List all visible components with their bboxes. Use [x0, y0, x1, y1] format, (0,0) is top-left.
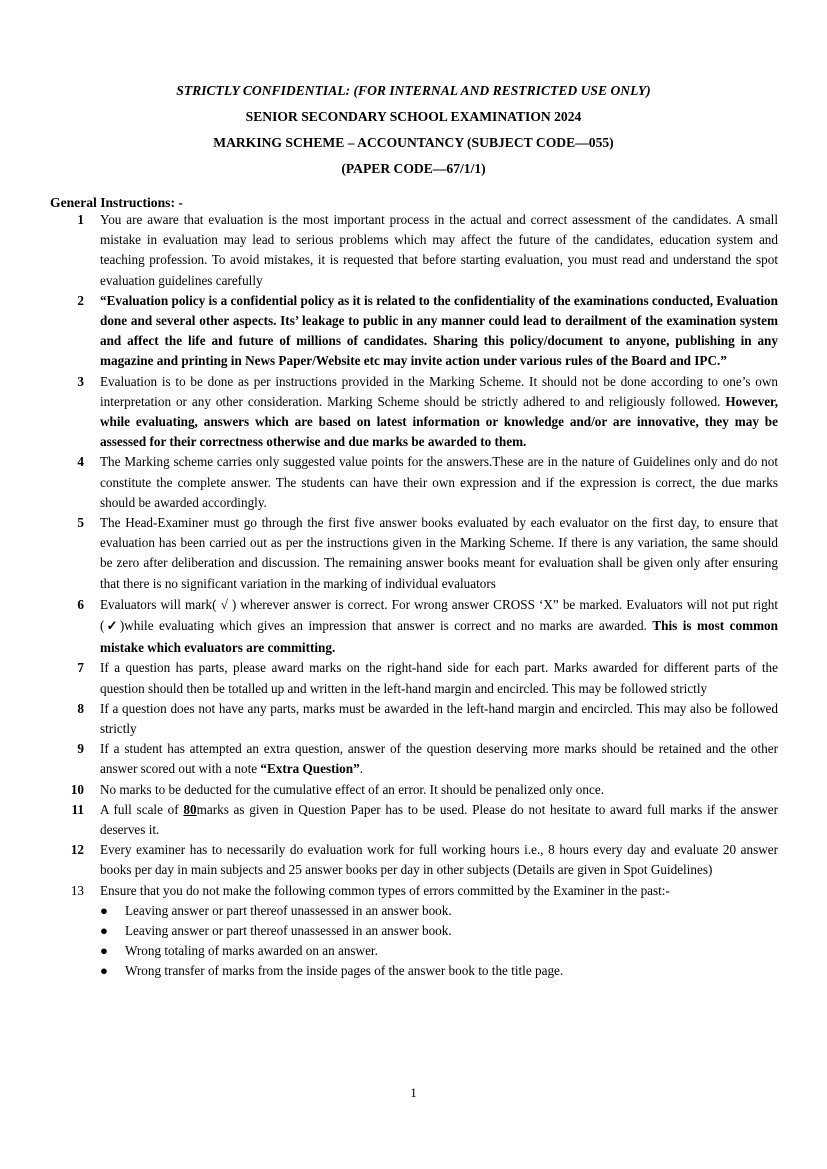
item-text: “Evaluation policy is a confidential policy as it is related to the confidentiality of the examinations conducted, Evaluation done and several other aspects. Its’ leakage to public in any manner could lead to derailment of the examination system and affect the life and future of millions of candidates. Sharing this policy/document to anyone, publishing in any magazine and printing in News Paper/Website etc may invite action under various rules of the Board and IPC.”: [100, 292, 778, 369]
item-text: [100, 372, 778, 453]
instructions-list: [50, 210, 778, 982]
bullet-text: Leaving answer or part thereof unassessed in an answer book.: [125, 902, 452, 918]
item-number: 11: [71, 801, 84, 817]
item-text: [100, 594, 778, 659]
item-text: If a question does not have any parts, marks must be awarded in the left-hand margin and encircled. This may also be followed strictly: [100, 700, 778, 736]
item-text: The Marking scheme carries only suggested value points for the answers.These are in the nature of Guidelines only and do not constitute the complete answer. The students can have their own expression and if the expression is correct, the due marks should be awarded accordingly.: [100, 454, 778, 510]
list-item: [50, 800, 778, 840]
bullet-icon: ●: [100, 923, 108, 938]
exam-title: SENIOR SECONDARY SCHOOL EXAMINATION 2024: [245, 109, 582, 124]
general-instructions-heading: General Instructions: -: [50, 195, 183, 210]
item-number: 12: [70, 842, 84, 858]
item-number: 2: [77, 292, 84, 308]
item-text-plain: Evaluation is to be done as per instructions provided in the Marking Scheme. It should not be done according to one’s own interpretation or any other consideration. Marking Scheme should be strictly adhered to and religiously followed.: [100, 373, 778, 409]
item-text-bold: “Extra Question”: [260, 761, 360, 777]
item-text: [100, 800, 778, 840]
item-text: Every examiner has to necessarily do evaluation work for full working hours i.e., 8 hours every day and evaluate 20 answer books per day in main subjects and 25 answer books per day in other subjects (Details are given in Spot Guidelines): [100, 842, 778, 878]
item-number: 8: [77, 700, 84, 716]
list-item: [50, 840, 778, 880]
item-number: 9: [77, 741, 84, 757]
bullet-icon: ●: [100, 963, 108, 979]
item-text-bold: This is most common mistake which evaluators are committing.: [100, 618, 778, 655]
page-number: 1: [410, 1085, 417, 1100]
full-marks-value: 80: [183, 801, 197, 817]
marking-scheme-title: MARKING SCHEME – ACCOUNTANCY (SUBJECT CODE—055): [213, 135, 614, 150]
item-number: 1: [77, 212, 84, 227]
list-item: [50, 780, 778, 800]
error-bullet-list: [100, 901, 778, 982]
item-text: No marks to be deducted for the cumulative effect of an error. It should be penalized only once.: [100, 781, 604, 797]
bullet-item: [100, 901, 778, 921]
item-text: [100, 739, 778, 779]
bullet-text: Wrong totaling of marks awarded on an answer.: [125, 943, 378, 959]
list-item: [50, 372, 778, 453]
item-text-plain: Ensure that you do not make the following common types of errors committed by the Examiner in the past:-: [100, 882, 670, 898]
bullet-item: [100, 961, 778, 981]
list-item: [50, 881, 778, 982]
item-text: [100, 881, 778, 982]
item-text-bold: However, while evaluating, answers which are based on latest information or knowledge and/or are innovative, they may be assessed for their correctness otherwise and due marks be awarded to them.: [100, 393, 778, 450]
confidential-notice: STRICTLY CONFIDENTIAL: (FOR INTERNAL AND RESTRICTED USE ONLY): [176, 83, 651, 98]
item-text: If a question has parts, please award marks on the right-hand side for each part. Marks awarded for different parts of the question should then be totalled up and written in the left-hand margin and encircled. This may be followed strictly: [100, 660, 778, 696]
bullet-icon: ●: [100, 943, 108, 959]
item-number: 3: [77, 373, 84, 389]
list-item: [50, 699, 778, 739]
document-header: [0, 80, 827, 184]
list-item: [50, 210, 778, 291]
bullet-text: Leaving answer or part thereof unassessed in an answer book.: [125, 923, 452, 938]
item-number: 7: [77, 660, 84, 676]
item-text: You are aware that evaluation is the most important process in the actual and correct assessment of the candidates. A small mistake in evaluation may lead to serious problems which may affect the future of the candidates, education system and teaching profession. To avoid mistakes, it is requested that before starting evaluation, you must read and understand the spot evaluation guidelines carefully: [100, 212, 778, 288]
item-number: 6: [77, 596, 84, 612]
item-text: The Head-Examiner must go through the first five answer books evaluated by each evaluator on the first day, to ensure that evaluation has been carried out as per the instructions given in the Marking Scheme. If there is any variation, the same should be zero after deliberation and discussion. The remaining answer books meant for evaluation shall be given only after ensuring that there is no significant variation in the marking of individual evaluators: [100, 515, 778, 591]
bullet-icon: ●: [100, 902, 108, 918]
item-number: 4: [77, 454, 84, 470]
item-text-plain: )while evaluating which gives an impression that answer is correct and no marks are awarded.: [119, 618, 653, 634]
list-item: [50, 513, 778, 594]
list-item: [50, 291, 778, 372]
list-item: [50, 739, 778, 779]
item-text-plain: marks as given in Question Paper has to be used. Please do not hesitate to award full marks if the answer deserves it.: [100, 801, 779, 837]
item-text-plain: Evaluators will mark( √ ) wherever answer is correct. For wrong answer CROSS ‘X” be marked. Evaluators will not put right (: [100, 596, 778, 634]
bullet-text: Wrong transfer of marks from the inside pages of the answer book to the title page.: [125, 963, 564, 979]
item-number: 5: [77, 515, 84, 531]
item-text-end: .: [359, 761, 363, 777]
bullet-item: [100, 941, 778, 961]
bullet-item: [100, 921, 778, 941]
tick-icon: ✓: [104, 618, 120, 634]
list-item: [50, 452, 778, 513]
item-text-plain: If a student has attempted an extra question, answer of the question deserving more marks should be retained and the other answer scored out with a note: [100, 741, 778, 777]
item-number: 13: [70, 882, 84, 898]
item-number: 10: [70, 781, 84, 797]
list-item: [50, 594, 778, 659]
item-text-plain: A full scale of: [100, 801, 184, 817]
list-item: [50, 658, 778, 698]
paper-code: (PAPER CODE—67/1/1): [341, 161, 486, 176]
